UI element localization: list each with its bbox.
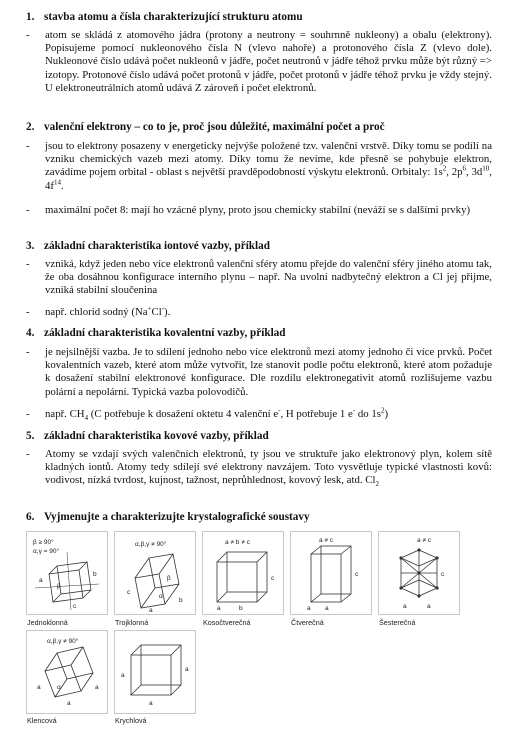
crystal-label: a (325, 605, 329, 612)
crystal-label: a (67, 700, 71, 707)
crystal-label: a (39, 577, 43, 584)
crystal-label: a (185, 666, 189, 673)
text-part: , 4f (45, 166, 492, 192)
crystal-label: β (57, 583, 61, 590)
superscript: 10 (482, 164, 490, 173)
crystal-label: c (127, 589, 131, 596)
crystal-caption: Šesterečná (379, 618, 416, 627)
crystal-label: β ≥ 90° (33, 539, 54, 546)
item-text (45, 140, 492, 193)
item-text: je nejsilnější vazba. Je to sdílení jednoho nebo více elektronů mezi atomy jednoho či více prvků. Počet kovalentních vazeb, které atom může vytvořit, lze stanovit podle počtu elektronů, které atom požaduje k dosažení stabilní elektronové konfigurace. Dle rozdílu elektronegativit atomů rozlišujeme vazbu polární a nepolární. Typická vazba polovodičů. (45, 346, 492, 398)
crystal-label: a (217, 605, 221, 612)
cubic-cell-diagram (115, 631, 195, 713)
tetragonal-cell-diagram (291, 532, 371, 614)
text-part: např. CH (45, 408, 85, 420)
text-part: jsou to elektrony posazeny v energeticky nejvýše položené tzv. valenční vrstvě. Díky tomu se podílí na vzniku chemických vazeb mezi atomy. Díky tomu že nevíme, kde přesně se pohybuje elektron, zavádíme pojem orbital - oblast s největší pravděpodobností výskytu elektronů. Orbitaly: 1s (45, 140, 492, 179)
bullet-dash: - (26, 408, 30, 420)
crystal-label: b (239, 605, 243, 612)
superscript: 2 (442, 164, 447, 173)
bullet-dash: - (26, 448, 30, 460)
text-part: do 1s (355, 408, 381, 420)
crystal-caption: Kosočtverečná (203, 618, 251, 627)
item-text: atom se skládá z atomového jádra (protony a neutrony = souhrnně nukleony) a obalu (elektrony). Popisujeme pomocí nukleonového čísla N (vlevo nahoře) a protonového čísla Z (vlevo dole). Nukleonové číslo udává počet nukleonů v jádře, počet neutronů v jádře téhož prvku může být různý => izotopy. Protonové číslo udává počet protonů v jádře, počet protonů v jádře téhož prvku je vždy stejný. U elektroneutrálních atomů udává Z zároveň i počet elektronů. (45, 29, 492, 94)
section-5-title (26, 430, 269, 443)
section-3-title (26, 240, 270, 253)
crystal-label: c (441, 571, 445, 578)
crystal-panel-monoclinic (26, 531, 108, 615)
section-number: 1. (26, 11, 35, 23)
superscript: 2 (380, 406, 385, 415)
crystal-label: a ≠ c (417, 537, 432, 544)
superscript: 14 (54, 178, 61, 187)
crystal-label: α (159, 593, 163, 600)
crystal-label: β (167, 575, 171, 582)
text-part: ). (164, 306, 171, 318)
text-part: Atomy se vzdají svých valenčních elektronů, ty jsou ve struktuře jako elektronový plyn, kolem sítě kladných iontů. Atomy tedy sdílejí své elektrony navzájem. Toto vysvětluje typické vlastnosti kovů: vodivost, nízká tvrdost, kujnost, tažnost, neprůhlednost, kovový lesk, atd. Cl (45, 448, 492, 487)
crystal-label: α,γ = 90° (33, 548, 60, 555)
item-text (45, 408, 492, 421)
superscript: - (161, 304, 165, 313)
text-part: (C potřebuje k dosažení oktetu 4 valenční e (88, 408, 279, 420)
section-6-title (26, 511, 310, 524)
crystal-label: a ≠ b ≠ c (225, 539, 250, 546)
crystal-panel-cubic (114, 630, 196, 714)
superscript: 6 (462, 164, 467, 173)
bullet-dash: - (26, 29, 30, 41)
crystal-label: a (403, 603, 407, 610)
section-1-item-1 (26, 29, 492, 95)
section-4-item-2 (26, 408, 492, 421)
section-number: 3. (26, 240, 35, 252)
section-2-item-2 (26, 204, 492, 217)
crystal-label: b (93, 571, 97, 578)
section-title-text: základní charakteristika iontové vazby, příklad (44, 240, 270, 252)
section-1-title (26, 11, 303, 24)
section-title-text: základní charakteristika kovalentní vazby, příklad (44, 327, 286, 339)
crystal-label: a (121, 672, 125, 679)
crystal-panel-rhombohedral (26, 630, 108, 714)
text-part: ) (384, 408, 389, 420)
section-5-item-1 (26, 448, 492, 488)
bullet-dash: - (26, 140, 30, 152)
superscript: - (352, 406, 356, 415)
bullet-dash: - (26, 306, 30, 318)
crystal-panel-orthorhombic (202, 531, 284, 615)
crystal-caption: Krychlová (115, 716, 147, 725)
crystal-label: b (179, 597, 183, 604)
crystal-caption: Čtverečná (291, 618, 324, 627)
crystal-label: c (271, 575, 275, 582)
crystal-panel-tetragonal (290, 531, 372, 615)
section-title-text: valenční elektrony – co to je, proč jsou důležité, maximální počet a proč (44, 121, 385, 133)
section-title-text: stavba atomu a čísla charakterizující strukturu atomu (44, 11, 303, 23)
text-part: . (61, 179, 64, 192)
bullet-dash: - (26, 346, 30, 358)
section-2-title (26, 121, 385, 134)
section-4-title (26, 327, 286, 340)
section-3-item-2 (26, 306, 492, 319)
crystal-label: α,β,γ ≠ 90° (135, 541, 167, 548)
item-text: vzniká, když jeden nebo více elektronů valenční sféry atomu přejde do valenční sféry jiného atomu tak, že oba dosáhnou konfigurace interního plynu – např. Na uvolní nadbytečný elektron a Cl jej přijme, vzniká stabilní sloučenina (45, 258, 493, 297)
crystal-label: a (149, 607, 153, 614)
bullet-dash: - (26, 204, 30, 216)
item-text: maximální počet 8: mají ho vzácné plyny, proto jsou chemicky stabilní (neváží se s dalšími prvky) (45, 204, 471, 216)
text-part: , H potřebuje 1 e (280, 408, 353, 420)
subscript: 2 (375, 480, 379, 489)
crystal-label: α (57, 684, 61, 691)
crystal-caption: Klencová (27, 716, 57, 725)
crystal-label: α,β,γ ≠ 90° (47, 638, 79, 645)
section-2-item-1 (26, 140, 492, 193)
rhombohedral-cell-diagram (27, 631, 107, 713)
crystal-label: c (355, 571, 359, 578)
subscript: 4 (84, 414, 89, 423)
text-part: , 2p (446, 166, 463, 179)
triclinic-cell-diagram (115, 532, 195, 614)
text-part: Cl (151, 306, 162, 318)
text-part: , 3d (466, 166, 483, 179)
crystal-label: a (95, 684, 99, 691)
item-text (45, 306, 492, 319)
crystal-label: a (427, 603, 431, 610)
section-number: 5. (26, 430, 35, 442)
superscript: - (278, 406, 281, 415)
text-part: např. chlorid sodný (Na (45, 306, 148, 318)
section-title-text: Vyjmenujte a charakterizujte krystalografické soustavy (44, 511, 310, 523)
section-number: 4. (26, 327, 35, 339)
crystal-label: c (73, 603, 77, 610)
crystal-label: a (149, 700, 153, 707)
crystal-label: a (37, 684, 41, 691)
orthorhombic-cell-diagram (203, 532, 283, 614)
bullet-dash: - (26, 258, 30, 270)
section-number: 2. (26, 121, 35, 133)
section-number: 6. (26, 511, 35, 523)
crystal-caption: Trojklonná (115, 618, 149, 627)
item-text (45, 448, 492, 488)
section-title-text: základní charakteristika kovové vazby, příklad (44, 430, 269, 442)
hexagonal-cell-diagram (379, 532, 459, 614)
crystal-panel-triclinic (114, 531, 196, 615)
monoclinic-cell-diagram (27, 532, 107, 614)
section-3-item-1 (26, 258, 492, 298)
crystal-panel-hexagonal (378, 531, 460, 615)
crystal-label: a ≠ c (319, 537, 334, 544)
crystal-caption: Jednoklonná (27, 618, 68, 627)
section-4-item-1 (26, 346, 492, 399)
crystal-label: a (307, 605, 311, 612)
superscript: + (147, 304, 152, 313)
